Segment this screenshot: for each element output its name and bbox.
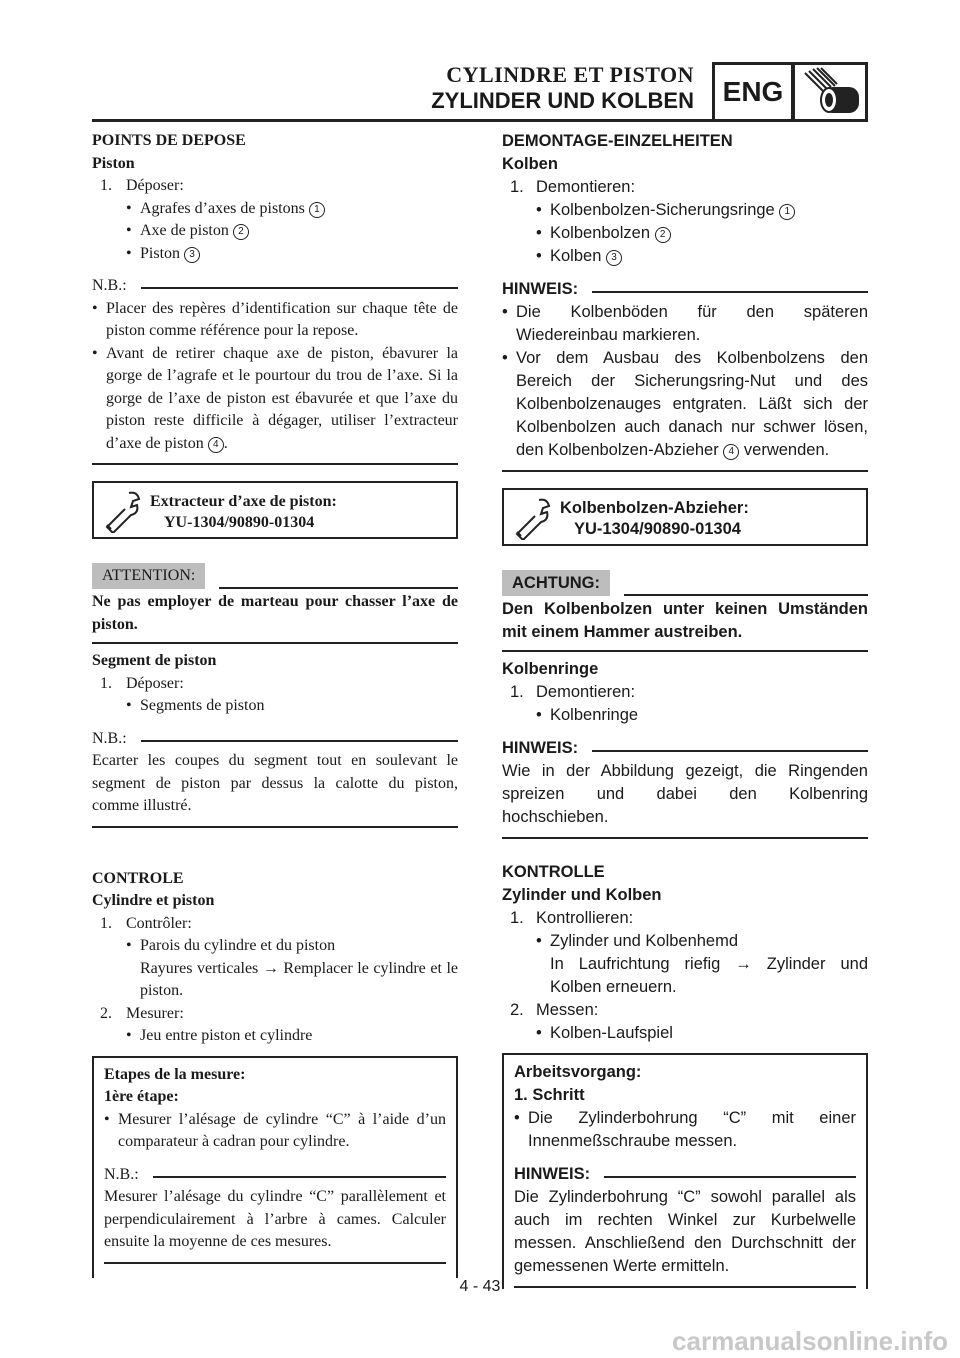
inspection-heading: CONTROLE: [92, 869, 184, 887]
caution-header: [502, 570, 868, 596]
piston-ring-subheading: Segment de piston: [92, 652, 217, 669]
note-header: HINWEIS:: [502, 737, 868, 760]
watermark: carmanualsonline.info: [672, 1326, 948, 1356]
left-column: [92, 130, 458, 1278]
note-text: Mesurer l’alésage du cylindre “C” parallèlement et perpendiculairement à l’arbre à cames. Calculer ensuite la moyenne de ces mesures.: [104, 1188, 446, 1250]
list-item: • Kolbenbolzen 2: [502, 222, 868, 245]
removal-heading: DEMONTAGE-EINZELHEITEN: [502, 132, 733, 150]
note-end-rule: [92, 826, 458, 828]
list-item: • Zylinder und Kolbenhemd: [536, 932, 739, 950]
note-item: • Vor dem Ausbau des Kolbenbolzens den Bereich der Sicherungsring-Nut und des Kolbenbolzenauges entgraten. Läßt sich der Kolbenbolzen auch danach nur schwer lösen, den Kolbenbolzen-Abzieher 4 verwenden.: [502, 349, 868, 459]
removal-heading: POINTS DE DEPOSE: [92, 132, 246, 149]
note-header: N.B.:: [92, 728, 458, 751]
list-item: • Agrafes d’axes de pistons 1: [92, 198, 458, 221]
note-header: HINWEIS:: [502, 278, 868, 301]
caution-header: [92, 563, 458, 589]
step-inspect: 1. Kontrollieren:: [510, 909, 634, 927]
caution-end-rule: [92, 642, 458, 644]
step-measure: 2. Mesurer:: [100, 1004, 184, 1022]
list-item-detail: In Laufrichtung riefig → Zylinder und Kolben erneuern.: [550, 955, 868, 996]
caution-label: ATTENTION:: [92, 563, 205, 589]
caution-text: Ne pas employer de marteau pour chasser l’axe de piston.: [92, 593, 458, 633]
measurement-title: Etapes de la mesure:: [104, 1065, 246, 1083]
note-text: Die Zylinderbohrung “C” sowohl parallel als auch im rechten Winkel zur Kurbelwelle messen. Anschließend den Durchschnitt der gemessenen Werte ermitteln.: [514, 1188, 856, 1275]
caution-end-rule: [502, 650, 868, 652]
piston-ring-subheading: Kolbenringe: [502, 660, 599, 678]
note-header: HINWEIS:: [514, 1163, 856, 1186]
callout-ref: 2: [233, 224, 249, 240]
step-remove: 1. Déposer:: [100, 674, 184, 692]
note-text: Ecarter les coupes du segment tout en soulevant le segment de piston par dessus la calotte du piston, comme illustré.: [92, 752, 458, 814]
inspection-heading: KONTROLLE: [502, 863, 605, 881]
measurement-box: [92, 1056, 458, 1278]
caution-label: ACHTUNG:: [502, 570, 610, 596]
callout-ref: 1: [779, 204, 795, 220]
section-title-de: ZYLINDER UND KOLBEN: [431, 88, 694, 113]
step-remove: 1. Déposer:: [100, 177, 184, 194]
list-item: • Parois du cylindre et du piston: [126, 937, 336, 954]
callout-ref: 2: [655, 227, 671, 243]
list-item: • Kolbenringe: [536, 706, 639, 724]
list-item: • Kolben-Laufspiel: [536, 1024, 673, 1042]
eng-badge: ENG: [712, 62, 794, 122]
note-item: • Die Kolbenböden für den späteren Wiedereinbau markieren.: [502, 303, 868, 344]
cylinder-piston-subheading: Zylinder und Kolben: [502, 886, 662, 904]
measurement-step: 1ère étape:: [104, 1088, 179, 1105]
header-rule: [92, 119, 712, 122]
tool-name: Extracteur d’axe de piston:: [150, 493, 337, 510]
tool-code: YU-1304/90890-01304: [164, 514, 315, 531]
note-text: Wie in der Abbildung gezeigt, die Ringenden spreizen und dabei den Kolbenring hochschieben.: [502, 762, 868, 826]
measurement-title: Arbeitsvorgang:: [514, 1063, 642, 1081]
list-item: • Axe de piston 2: [92, 220, 458, 243]
special-tool-box: [502, 488, 868, 546]
list-item-detail: Rayures verticales → Remplacer le cylindre et le piston.: [140, 959, 458, 999]
list-item: • Piston 3: [92, 243, 458, 266]
list-item: • Segments de piston: [126, 697, 265, 714]
measurement-box: [502, 1053, 868, 1289]
callout-ref: 3: [606, 250, 622, 266]
measurement-step: 1. Schritt: [514, 1086, 585, 1104]
callout-ref: 4: [208, 437, 224, 453]
cylinder-piston-subheading: Cylindre et piston: [92, 892, 215, 909]
page-number: 4 - 43: [459, 1278, 501, 1295]
note-item: • Placer des repères d’identification sur chaque tête de piston comme référence pour la repose.: [92, 299, 458, 339]
callout-ref: 4: [723, 444, 739, 460]
engine-piston-icon: [792, 62, 868, 122]
note-end-rule: [502, 837, 868, 839]
caution-text: Den Kolbenbolzen unter keinen Umständen mit einem Hammer austreiben.: [502, 600, 868, 641]
wrench-tool-icon: [94, 483, 150, 537]
wrench-tool-icon: [504, 490, 560, 544]
note-header: N.B.:: [104, 1164, 446, 1187]
tool-name: Kolbenbolzen-Abzieher:: [560, 499, 749, 517]
special-tool-box: [92, 481, 458, 539]
step-measure: 2. Messen:: [510, 1001, 599, 1019]
note-end-rule: [92, 463, 458, 465]
list-item: • Kolbenbolzen-Sicherungsringe 1: [502, 199, 868, 222]
measurement-item: • Die Zylinderbohrung “C” mit einer Innenmeßschraube messen.: [514, 1109, 856, 1150]
tool-code: YU-1304/90890-01304: [574, 520, 741, 538]
note-header: N.B.:: [92, 275, 458, 298]
piston-subheading: Kolben: [502, 155, 558, 173]
note-end-rule: [104, 1262, 446, 1264]
section-title-fr: CYLINDRE ET PISTON: [446, 62, 694, 87]
piston-subheading: Piston: [92, 154, 135, 172]
callout-ref: 3: [184, 247, 200, 263]
right-column: [502, 130, 868, 1289]
callout-ref: 1: [309, 202, 325, 218]
step-remove: 1. Demontieren:: [510, 178, 636, 196]
step-remove: 1. Demontieren:: [510, 683, 636, 701]
list-item: • Kolben 3: [502, 245, 868, 268]
list-item: • Jeu entre piston et cylindre: [126, 1027, 313, 1044]
note-item: • Avant de retirer chaque axe de piston, ébavurer la gorge de l’agrafe et le pourtour du trou de l’axe. Si la gorge de l’axe de piston est ébavurée et que l’axe du piston reste difficile à dégager, utiliser l’extracteur d’axe de piston 4 .: [92, 344, 458, 452]
step-inspect: 1. Contrôler:: [100, 914, 192, 932]
measurement-item: • Mesurer l’alésage de cylindre “C” à l’aide d’un comparateur à cadran pour cylindre.: [104, 1110, 446, 1150]
note-end-rule: [502, 470, 868, 472]
